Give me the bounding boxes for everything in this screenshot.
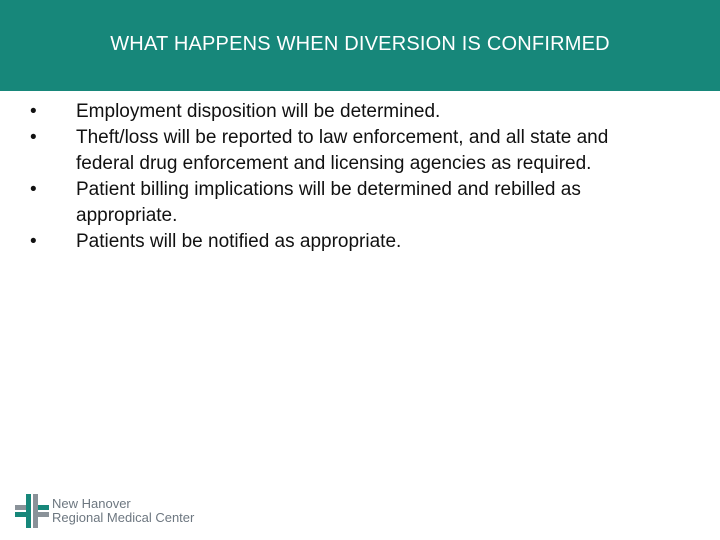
bullet-glyph: • xyxy=(30,179,37,200)
bullet-item xyxy=(30,229,670,255)
bullet-text: Theft/loss will be reported to law enforcement, and all state and federal drug enforcement and licensing agencies as required. xyxy=(76,127,609,174)
bullet-item xyxy=(30,99,670,125)
bullet-glyph: • xyxy=(30,127,37,148)
bullet-item xyxy=(30,177,670,229)
organization-logo xyxy=(14,494,204,528)
nhrmc-cross-logo-icon xyxy=(14,494,50,528)
bullet-text: Patients will be notified as appropriate. xyxy=(76,231,402,252)
organization-name-line1: New Hanover xyxy=(52,496,131,511)
title-bar xyxy=(0,0,720,91)
bullet-item xyxy=(30,125,670,177)
organization-name xyxy=(52,497,194,525)
bullet-text: Patient billing implications will be determined and rebilled as appropriate. xyxy=(76,179,581,226)
slide-title: WHAT HAPPENS WHEN DIVERSION IS CONFIRMED xyxy=(110,33,610,55)
bullet-glyph: • xyxy=(30,231,37,252)
bullet-list xyxy=(30,99,670,255)
bullet-text: Employment disposition will be determined. xyxy=(76,101,441,122)
bullet-glyph: • xyxy=(30,101,37,122)
organization-name-line2: Regional Medical Center xyxy=(52,510,195,525)
